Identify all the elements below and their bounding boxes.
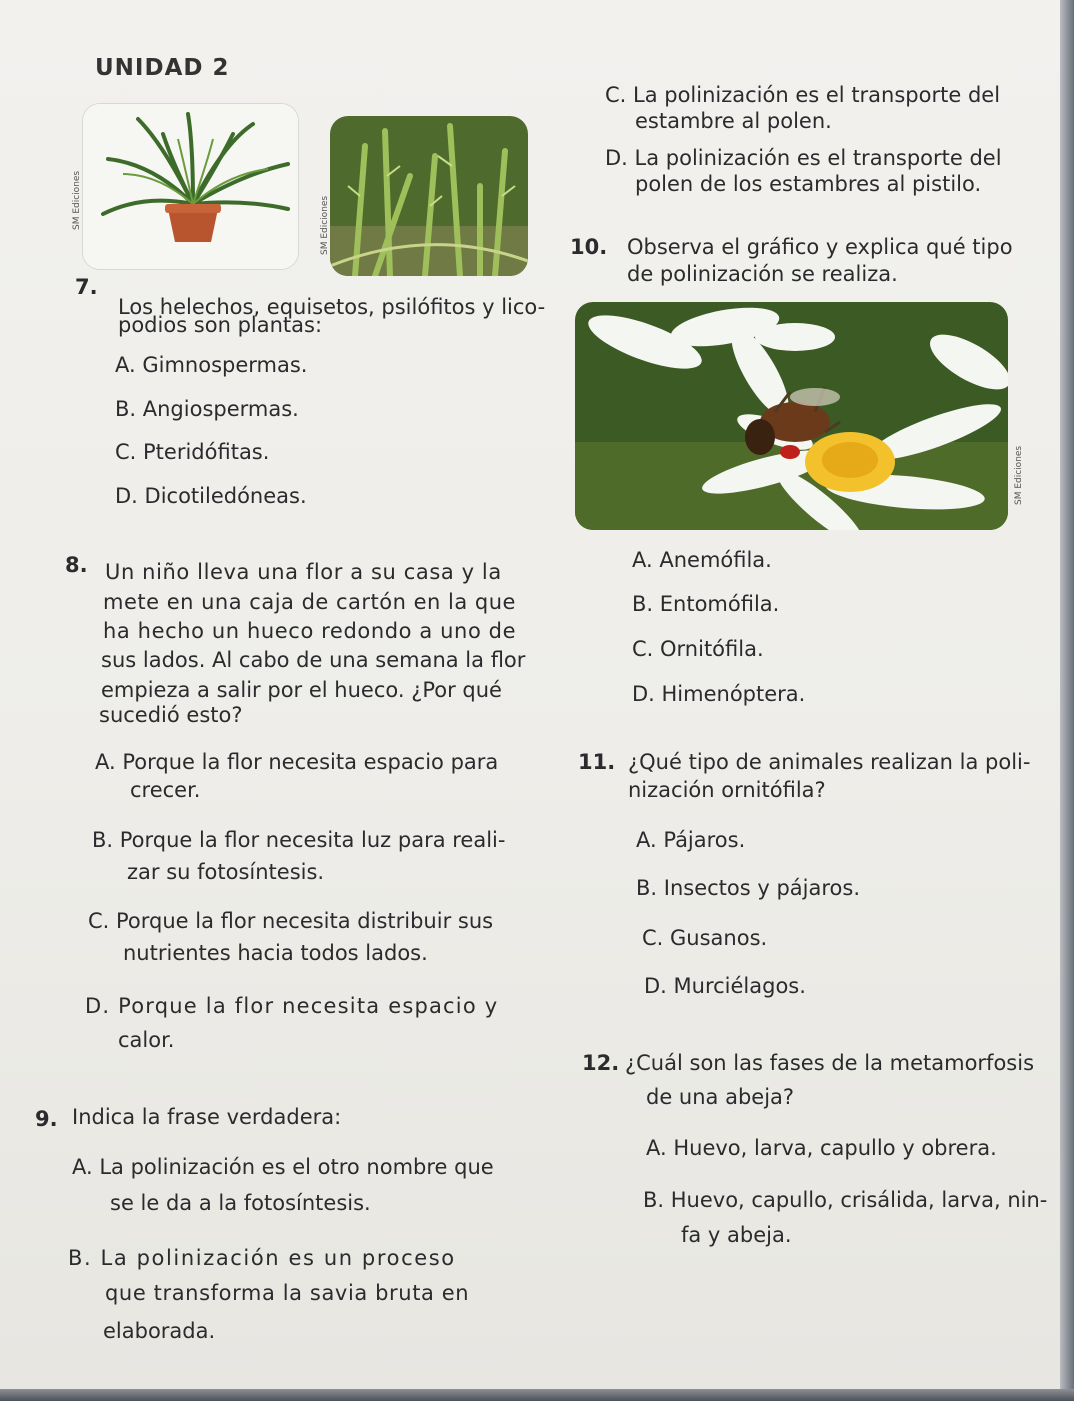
q9-number: 9. — [35, 1107, 58, 1131]
q6-option-c-line2: estambre al polen. — [635, 109, 832, 133]
q10-option-d: D. Himenóptera. — [632, 682, 806, 706]
q10-text-line1: Observa el gráfico y explica qué tipo — [627, 235, 1013, 259]
q12-option-b-line2: fa y abeja. — [681, 1223, 792, 1247]
q8-option-a-line2: crecer. — [130, 778, 201, 802]
q8-text-line1: Un niño lleva una flor a su casa y la — [105, 560, 502, 584]
q11-option-b: B. Insectos y pájaros. — [636, 876, 861, 900]
q9-option-b-line1: B. La polinización es un proceso — [68, 1246, 456, 1270]
q12-text-line1: ¿Cuál son las fases de la metamorfosis — [625, 1051, 1035, 1075]
q8-option-b-line2: zar su fotosíntesis. — [127, 860, 325, 884]
q8-text-line5: empieza a salir por el hueco. ¿Por qué — [101, 678, 502, 702]
q7-number: 7. — [75, 275, 98, 299]
q10-option-c: C. Ornitófila. — [632, 637, 764, 661]
q6-option-d-line2: polen de los estambres al pistilo. — [635, 172, 982, 196]
q12-text-line2: de una abeja? — [646, 1085, 795, 1109]
q6-option-d-line1: D. La polinización es el transporte del — [605, 146, 1002, 170]
q6-option-c-line1: C. La polinización es el transporte del — [605, 83, 1001, 107]
q11-text-line1: ¿Qué tipo de animales realizan la poli- — [628, 750, 1031, 774]
q11-number: 11. — [578, 750, 616, 774]
q7-text-line2: podios son plantas: — [118, 313, 323, 337]
q8-number: 8. — [65, 553, 88, 577]
q8-option-a-line1: A. Porque la flor necesita espacio para — [95, 750, 499, 774]
q10-option-a: A. Anemófila. — [632, 548, 772, 572]
q8-text-line3: ha hecho un hueco redondo a uno de — [103, 619, 517, 643]
q12-option-b-line1: B. Huevo, capullo, crisálida, larva, nin- — [643, 1188, 1048, 1212]
q8-option-c-line1: C. Porque la flor necesita distribuir sus — [88, 909, 494, 933]
q12-option-a: A. Huevo, larva, capullo y obrera. — [646, 1136, 997, 1160]
q7-option-a: A. Gimnospermas. — [115, 353, 308, 377]
q10-number: 10. — [570, 235, 608, 259]
page-bottom-shadow — [0, 1389, 1074, 1401]
bee-on-daisy-photo — [575, 302, 1008, 530]
q8-text-line6: sucedió esto? — [99, 703, 243, 727]
q8-option-b-line1: B. Porque la flor necesita luz para reali- — [92, 828, 506, 852]
q7-option-b: B. Angiospermas. — [115, 397, 299, 421]
q11-option-c: C. Gusanos. — [642, 926, 768, 950]
photo-credit: SM Ediciones — [1014, 445, 1024, 505]
q9-option-a-line2: se le da a la fotosíntesis. — [110, 1191, 371, 1215]
q9-option-a-line1: A. La polinización es el otro nombre que — [72, 1155, 494, 1179]
q11-option-a: A. Pájaros. — [636, 828, 746, 852]
photo-credit: SM Ediciones — [72, 170, 82, 230]
fern-photo — [82, 103, 299, 270]
q12-number: 12. — [582, 1051, 620, 1075]
q8-option-d-line1: D. Porque la flor necesita espacio y — [85, 994, 499, 1018]
q8-text-line2: mete en una caja de cartón en la que — [103, 590, 516, 614]
q8-text-line4: sus lados. Al cabo de una semana la flor — [101, 648, 526, 672]
photo-credit: SM Ediciones — [320, 195, 330, 255]
q7-option-c: C. Pteridófitas. — [115, 440, 270, 464]
q11-text-line2: nización ornitófila? — [628, 778, 826, 802]
q7-text-line1: Los helechos, equisetos, psilófitos y lico- — [118, 295, 546, 319]
q8-option-d-line2: calor. — [118, 1028, 175, 1052]
q11-option-d: D. Murciélagos. — [644, 974, 806, 998]
unit-title: UNIDAD 2 — [95, 55, 230, 81]
q9-option-b-line2: que transforma la savia bruta en — [105, 1281, 470, 1305]
q9-option-b-line3: elaborada. — [103, 1319, 216, 1343]
q10-text-line2: de polinización se realiza. — [627, 262, 898, 286]
q8-option-c-line2: nutrientes hacia todos lados. — [123, 941, 428, 965]
q9-title: Indica la frase verdadera: — [72, 1105, 342, 1129]
q10-option-b: B. Entomófila. — [632, 592, 780, 616]
page-edge-shadow — [1060, 0, 1074, 1401]
q7-option-d: D. Dicotiledóneas. — [115, 484, 307, 508]
clubmoss-photo — [330, 116, 528, 276]
